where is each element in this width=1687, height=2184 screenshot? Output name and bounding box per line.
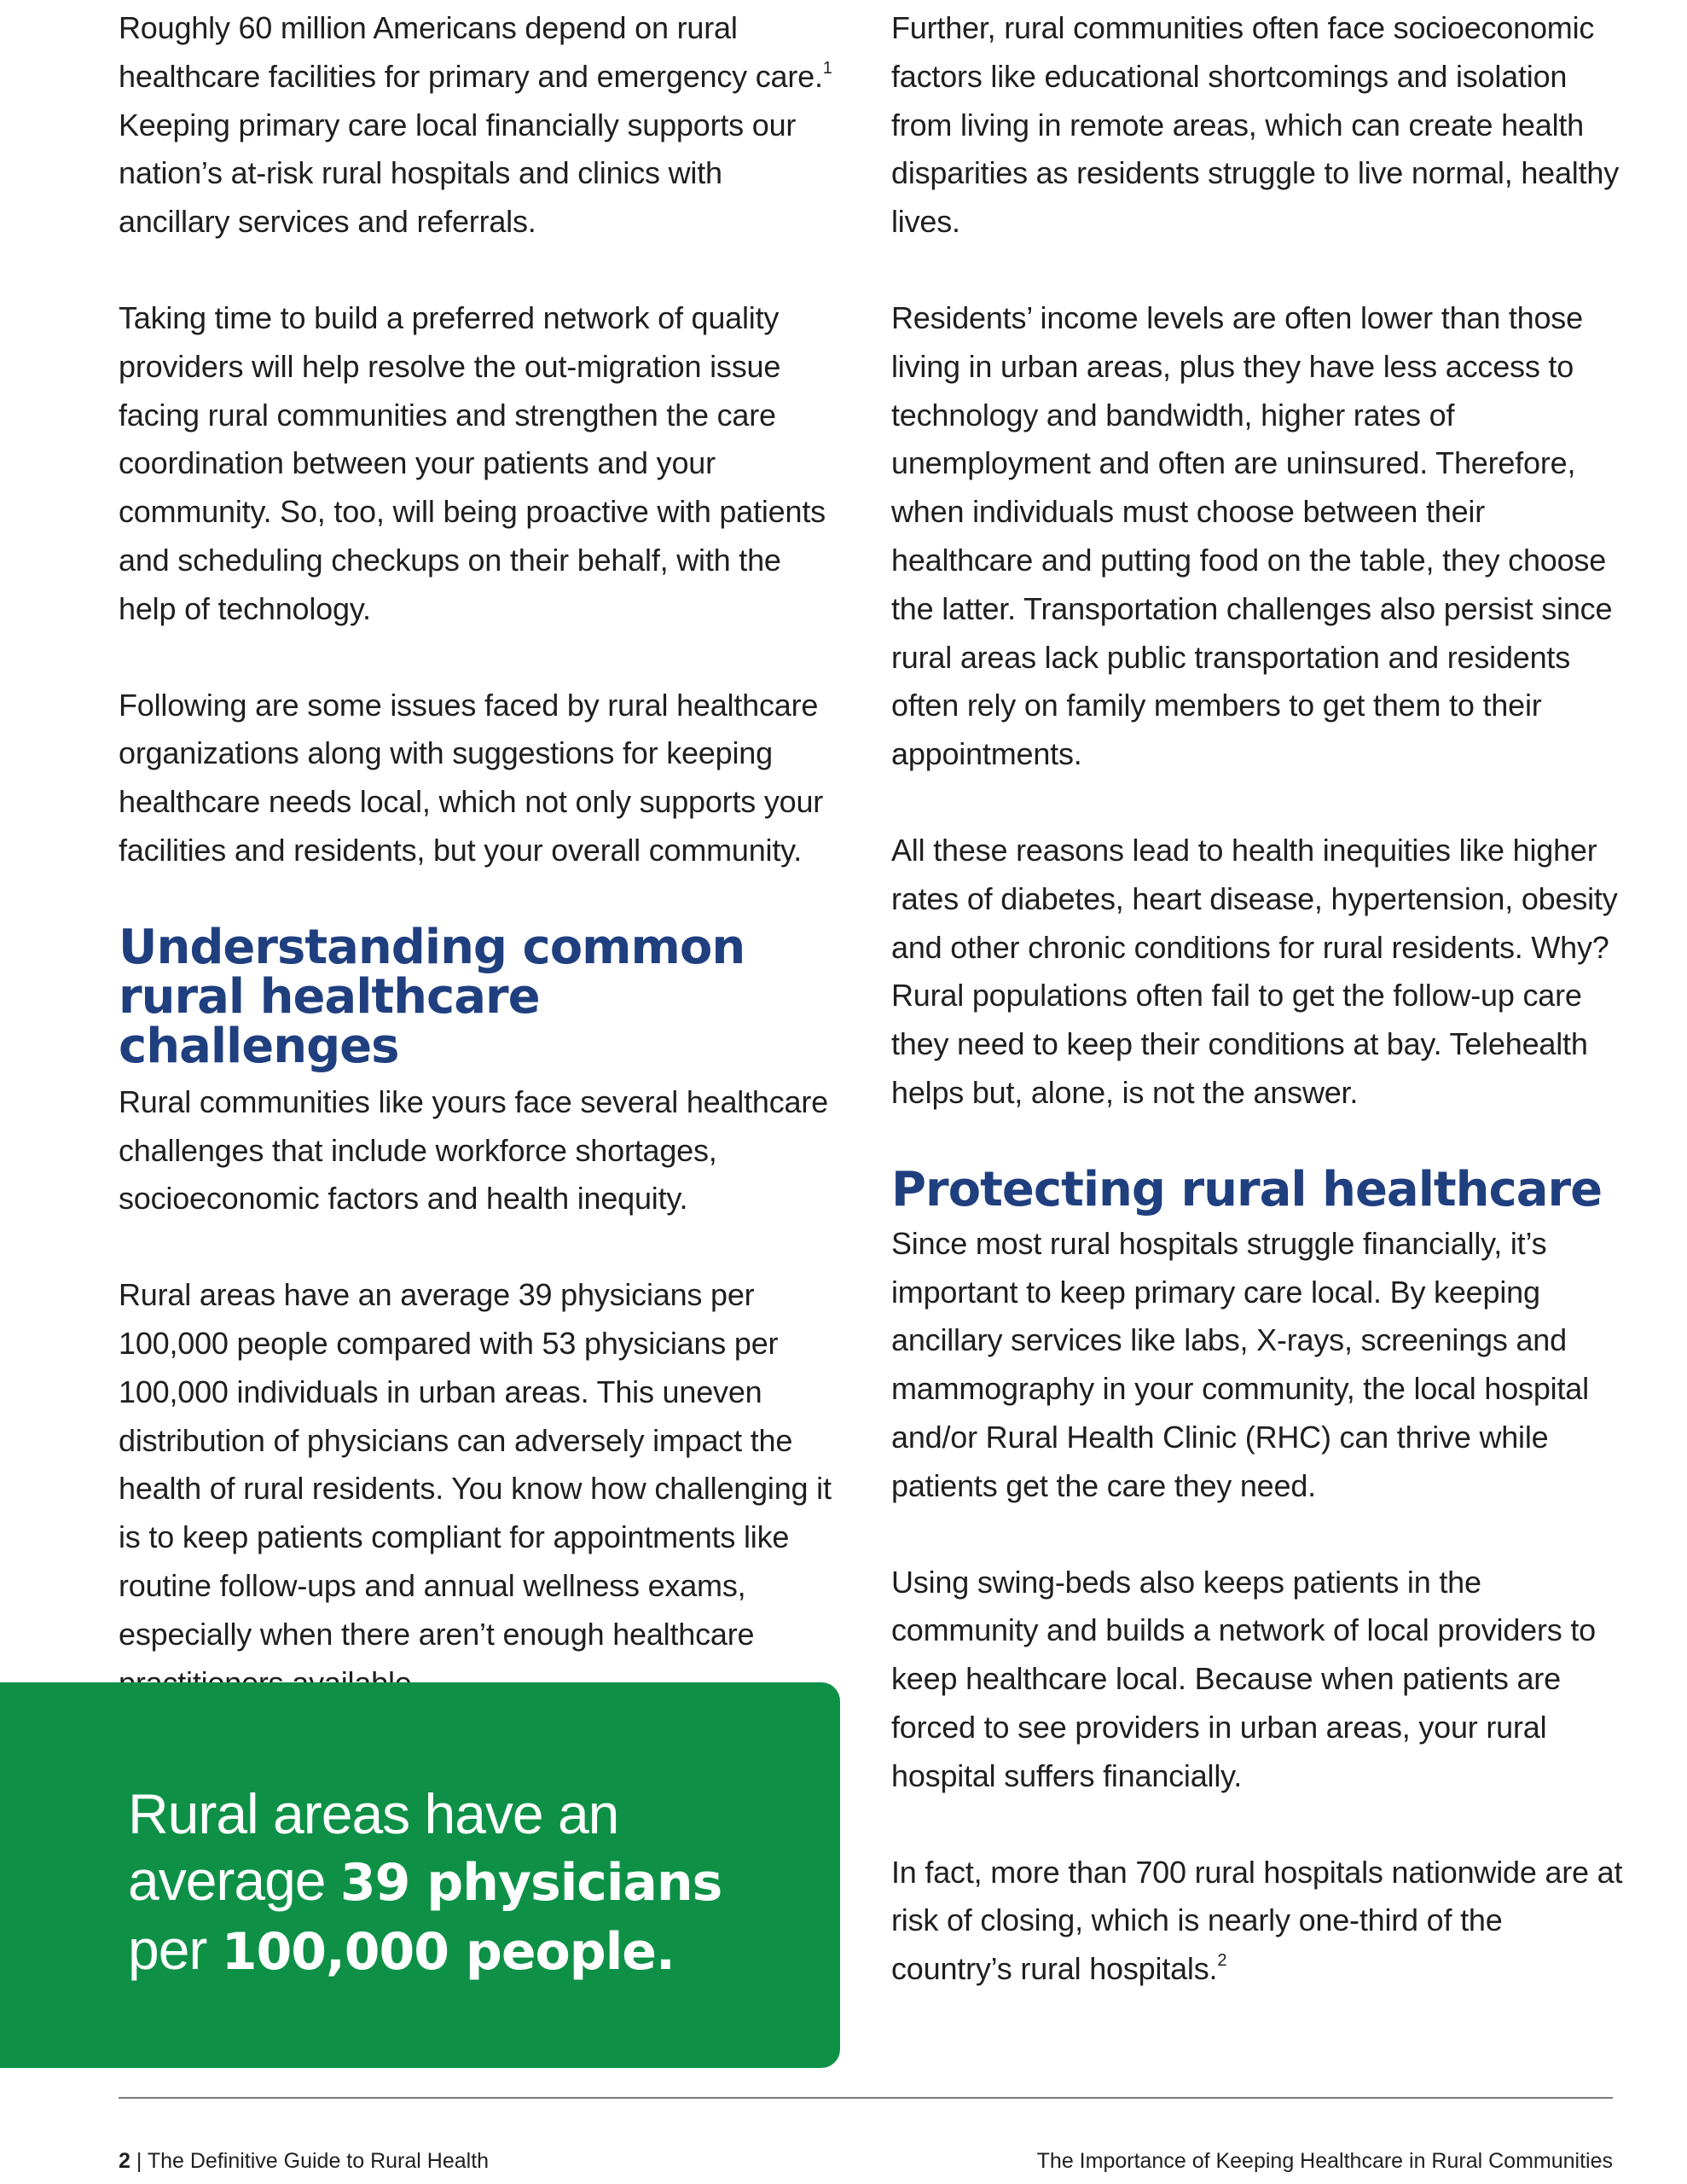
section-heading-challenges: Understanding common rural healthcare challenges (119, 919, 745, 1074)
network-paragraph: Taking time to build a preferred network of quality providers will help resolve the out-migration issue facing rural communities and strengthen the care coordination between your patients and your community. So, too, will being proactive with patients and scheduling checkups on their behalf, with the help of technology. (119, 299, 826, 626)
intro-paragraph (119, 4, 835, 247)
footer-left (119, 2148, 489, 2174)
intro-text: Roughly 60 million Americans depend on rural healthcare facilities for primary and emergency care. (119, 10, 823, 94)
intro-text-cont: Keeping primary care local financially supports our nation’s at-risk rural hospitals and clinics with ancillary services and referrals. (119, 107, 797, 240)
stat-callout-text (128, 1780, 810, 1985)
callout-line-3-light: per (128, 1918, 222, 1981)
right-column (891, 0, 1625, 2042)
footnote-ref-1: 1 (822, 58, 832, 78)
left-column (119, 0, 835, 1755)
footer-right: The Importance of Keeping Healthcare in Rural Communities (1036, 2149, 1613, 2173)
closing-risk-paragraph (891, 1849, 1625, 1994)
footer-guide-title: The Definitive Guide to Rural Health (147, 2149, 490, 2173)
inequities-paragraph: All these reasons lead to health inequities like higher rates of diabetes, heart disease, hypertension, obesity and other chronic conditions for rural residents. Why? Rural populations often fail to get the follow-up care they need to keep their conditions at bay. Telehealth helps but, alone, is not the answer. (891, 832, 1618, 1110)
footer-separator: | (130, 2149, 148, 2173)
swing-beds-paragraph: Using swing-beds also keeps patients in the community and builds a network of local providers to keep healthcare local. Because when patients are forced to see providers in urban areas, your rural hospital suffers financially. (891, 1564, 1597, 1793)
callout-line-2-light: average (128, 1849, 340, 1912)
callout-line-2-bold: 39 physicians (339, 1853, 722, 1913)
callout-line-1: Rural areas have an (128, 1782, 619, 1845)
challenges-paragraph: Rural communities like yours face several healthcare challenges that include workforce shortages, socioeconomic factors and health inequity. (119, 1083, 828, 1217)
page-number: 2 (119, 2149, 130, 2173)
closing-risk-text: In fact, more than 700 rural hospitals nationwide are at risk of closing, which is nearly one-third of the country’s rural hospitals. (891, 1854, 1623, 1987)
primary-care-paragraph: Since most rural hospitals struggle financially, it’s important to keep primary care local. By keeping ancillary services like labs, X-rays, screenings and mammography in your community, the local hospital and/or Rural Health Clinic (RHC) can thrive while patients get the care they need. (891, 1225, 1589, 1503)
stat-callout-box (0, 1682, 840, 2068)
section-heading-protecting: Protecting rural healthcare (891, 1161, 1603, 1217)
socioeconomic-paragraph: Further, rural communities often face socioeconomic factors like educational shortcomings and isolation from living in remote areas, which can create health disparities as residents struggle to live normal, healthy lives. (891, 10, 1620, 240)
footer-divider (119, 2097, 1613, 2099)
footnote-ref-2: 2 (1217, 1951, 1227, 1971)
callout-line-3-bold: 100,000 people. (221, 1922, 675, 1982)
issues-paragraph: Following are some issues faced by rural healthcare organizations along with suggestions for keeping healthcare needs local, which not only supports your facilities and residents, but your overall community. (119, 687, 824, 868)
physicians-paragraph: Rural areas have an average 39 physicians per 100,000 people compared with 53 physicians per 100,000 individuals in urban areas. This uneven distribution of physicians can adversely impact the health of rural residents. You know how challenging it is to keep patients compliant for appointments like routine follow-ups and annual wellness exams, especially when there aren’t enough healthcare (119, 1277, 832, 1652)
income-paragraph: Residents’ income levels are often lower than those living in urban areas, plus they have less access to technology and bandwidth, higher rates of unemployment and often are uninsured. Therefore, when individuals must choose between their healthcare and putting food on the table, they choose the latter. Transportation challenges also persist since rural areas lack public transportation and residents often rely on family members to get them to their appointments. (891, 299, 1613, 772)
